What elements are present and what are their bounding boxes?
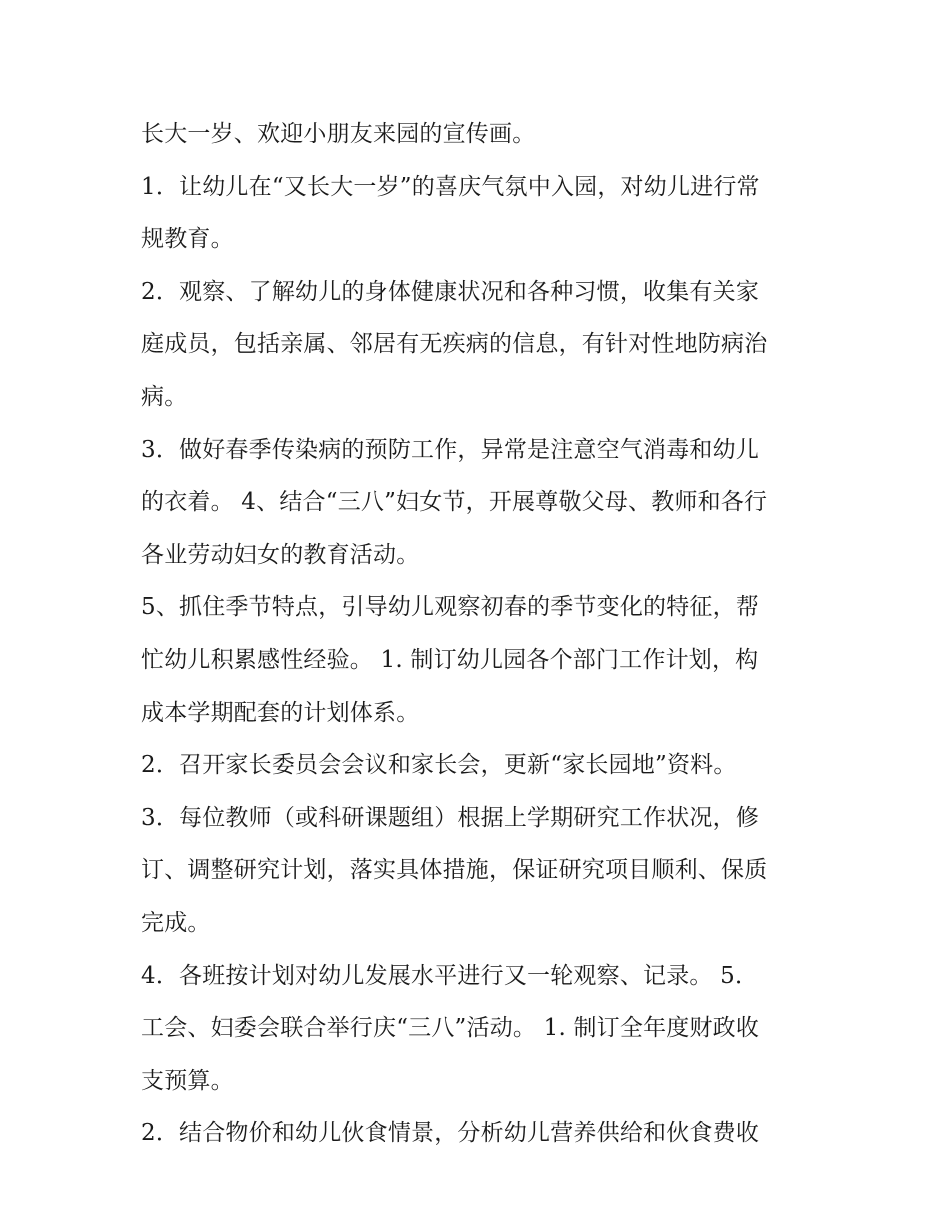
- text-line: 2．结合物价和幼儿伙食情景，分析幼儿营养供给和伙食费收: [141, 1120, 760, 1147]
- text-line: 4．各班按计划对幼儿发展水平进行又一轮观察、记录。 5．: [141, 962, 759, 989]
- text-line: 支预算。: [141, 1067, 234, 1094]
- text-line: 病。: [141, 383, 188, 410]
- text-line: 成本学期配套的计划体系。: [141, 699, 420, 726]
- text-line: 2．观察、了解幼儿的身体健康状况和各种习惯，收集有关家: [141, 278, 760, 305]
- text-line: 3．每位教师（或科研课题组）根据上学期研究工作状况，修: [141, 804, 760, 831]
- text-line: 5、抓住季节特点，引导幼儿观察初春的季节变化的特征，帮: [141, 594, 760, 621]
- text-line: 庭成员，包括亲属、邻居有无疾病的信息，有针对性地防病治: [141, 331, 768, 358]
- text-line: 2．召开家长委员会会议和家长会，更新“家长园地”资料。: [141, 752, 737, 779]
- text-line: 规教育。: [141, 226, 234, 253]
- document-body: [141, 108, 821, 1160]
- text-line: 长大一岁、欢迎小朋友来园的宣传画。: [141, 121, 536, 147]
- text-line: 3．做好春季传染病的预防工作，异常是注意空气消毒和幼儿: [141, 436, 760, 463]
- text-line: 工会、妇委会联合举行庆“三八”活动。 1. 制订全年度财政收: [141, 1015, 760, 1042]
- text-line: 完成。: [141, 909, 211, 936]
- text-line: 各业劳动妇女的教育活动。: [141, 541, 420, 568]
- text-line: 忙幼儿积累感性经验。 1. 制订幼儿园各个部门工作计划，构: [141, 646, 759, 673]
- text-line: 1．让幼儿在“又长大一岁”的喜庆气氛中入园，对幼儿进行常: [141, 173, 760, 200]
- text-line: 的衣着。 4、结合“三八”妇女节，开展尊敬父母、教师和各行: [141, 489, 768, 516]
- text-line: 订、调整研究计划，落实具体措施，保证研究项目顺利、保质: [141, 857, 768, 884]
